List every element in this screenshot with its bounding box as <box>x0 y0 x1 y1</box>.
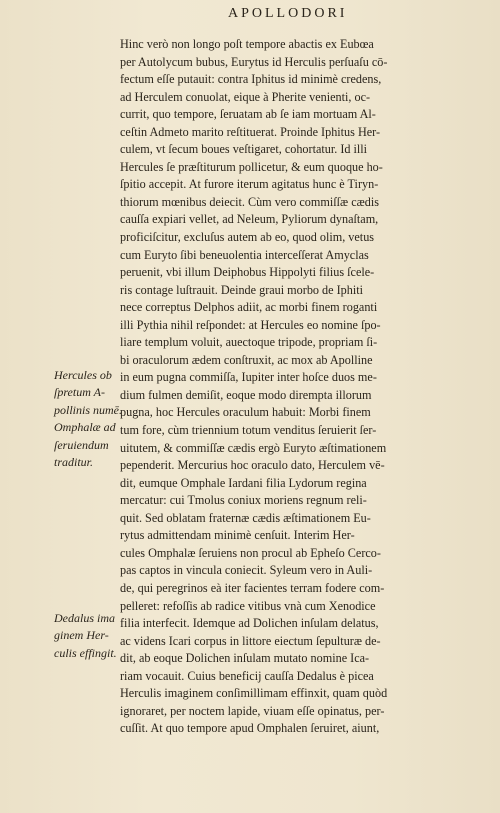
text-line: ac videns Icari corpus in littore eiectum ſepulturæ de- <box>120 633 381 648</box>
text-line: pugna, hoc Hercules oraculum habuit: Morbi finem <box>120 405 371 420</box>
margin-note-line: traditur. <box>54 455 94 470</box>
text-line: peruenit, vbi illum Deiphobus Hippolyti filius ſcele- <box>120 265 375 280</box>
margin-note-line: ſeruiendum <box>54 437 109 452</box>
text-line: pelleret: refoſſis ab radice vitibus vnà cum Xenodice <box>120 598 376 613</box>
margin-note-line: Dedalus ima <box>54 611 115 625</box>
text-line: cules Omphalæ ſeruiens non procul ab Epheſo Cerco- <box>120 545 381 560</box>
text-line: quit. Sed oblatam fraternæ cædis æſtimationem Eu- <box>120 510 371 525</box>
text-line: rytus admittendam minimè cenſuit. Interim Her- <box>120 528 355 543</box>
margin-note-line: ſpretum A- <box>54 385 105 400</box>
text-line: de, qui peregrinos eà iter facientes terram fodere com- <box>120 580 385 595</box>
text-line: currit, quo tempore, ſeruatam ab ſe iam mortuam Al- <box>120 107 376 122</box>
text-line: riam vocauit. Cuius beneficij cauſſa Dedalus è picea <box>120 668 374 683</box>
text-line: dit, eumque Omphale Iardani filia Lydorum regina <box>120 475 367 490</box>
running-head: APOLLODORI <box>228 6 348 21</box>
text-line: ignoraret, per noctem lapide, viuam eſſe opinatus, per- <box>120 703 385 718</box>
text-line: illi Pythia nihil reſpondet: at Hercules eo nomine ſpo- <box>120 317 381 332</box>
text-line: cauſſa expiari vellet, ad Neleum, Pyliorum dynaſtam, <box>120 212 379 227</box>
text-line: Herculis imaginem conſimillimam effinxit, quam quòd <box>120 686 388 701</box>
text-line: Hinc verò non longo poſt tempore abactis ex Eubœa <box>120 37 374 51</box>
text-line: thiorum mœnibus deiecit. Cùm vero commiſſæ cædis <box>120 194 379 209</box>
text-line: uitutem, & commiſſæ cædis ergò Euryto æſtimationem <box>120 440 387 455</box>
margin-note-hercules <box>54 367 126 471</box>
text-line: filia interfecit. Idemque ad Dolichen inſulam delatus, <box>120 616 379 631</box>
text-line: ris contage luſtrauit. Deinde graui morbo de Iphiti <box>120 282 364 297</box>
text-line: mercatur: cui Tmolus coniux moriens regnum reli- <box>120 493 367 508</box>
text-line: fectum eſſe putauit: contra Iphitus id minimè credens, <box>120 72 382 87</box>
text-line: dit, ab eoque Dolichen inſulam mutato nomine Ica- <box>120 651 370 666</box>
margin-note-line: Hercules ob <box>54 368 112 382</box>
margin-note-line: Omphalæ ad <box>54 420 116 435</box>
text-line: pependerit. Mercurius hoc oraculo dato, Herculem vē- <box>120 458 385 473</box>
text-line: cum Euryto ſibi beneuolentia interceſſerat Amyclas <box>120 247 369 262</box>
text-line: dium fulmen demiſit, eoque modo dirempta illorum <box>120 387 372 402</box>
text-line: bi oraculorum ædem conſtruxit, ac mox ab Apolline <box>120 352 373 367</box>
text-line: culem, vt ſecum boues veſtigaret, cohortatur. Id illi <box>120 142 368 157</box>
margin-note-dedalus <box>54 610 126 662</box>
margin-note-line: ginem Her- <box>54 628 109 643</box>
text-line: ceſtin Admeto marito reſtituerat. Proinde Iphitus Her- <box>120 124 381 139</box>
text-line: cuſſit. At quo tempore apud Omphalen ſeruiret, aiunt, <box>120 721 380 736</box>
text-line: per Autolycum bubus, Eurytus id Herculis perſuaſu cō- <box>120 54 388 69</box>
text-line: ſpitio accepit. At furore iterum agitatus hunc è Tiryn- <box>120 177 379 192</box>
margin-note-line: pollinis numē. <box>54 402 122 417</box>
text-line: in eum pugna commiſſa, Iupiter inter hoſce duos me- <box>120 370 377 385</box>
margin-note-line: culis effingit. <box>54 645 117 660</box>
text-line: Hercules ſe præſtiturum pollicetur, & eum quoque ho- <box>120 159 383 174</box>
main-text-block <box>120 36 490 738</box>
text-line: pas captos in vincula coniecit. Syleum vero in Auli- <box>120 563 373 578</box>
text-line: proficiſcitur, excluſus autem ab eo, quod olim, vetus <box>120 230 375 245</box>
text-line: nece correptus Delphos adiit, ac morbi finem roganti <box>120 300 378 315</box>
text-line: liare templum voluit, auectoque tripode, propriam ſi- <box>120 335 378 350</box>
text-line: ad Herculem conuolat, eique à Pherite venienti, oc- <box>120 89 371 104</box>
text-line: tum fore, cùm triennium totum venditus ſeruierit ſer- <box>120 423 377 438</box>
